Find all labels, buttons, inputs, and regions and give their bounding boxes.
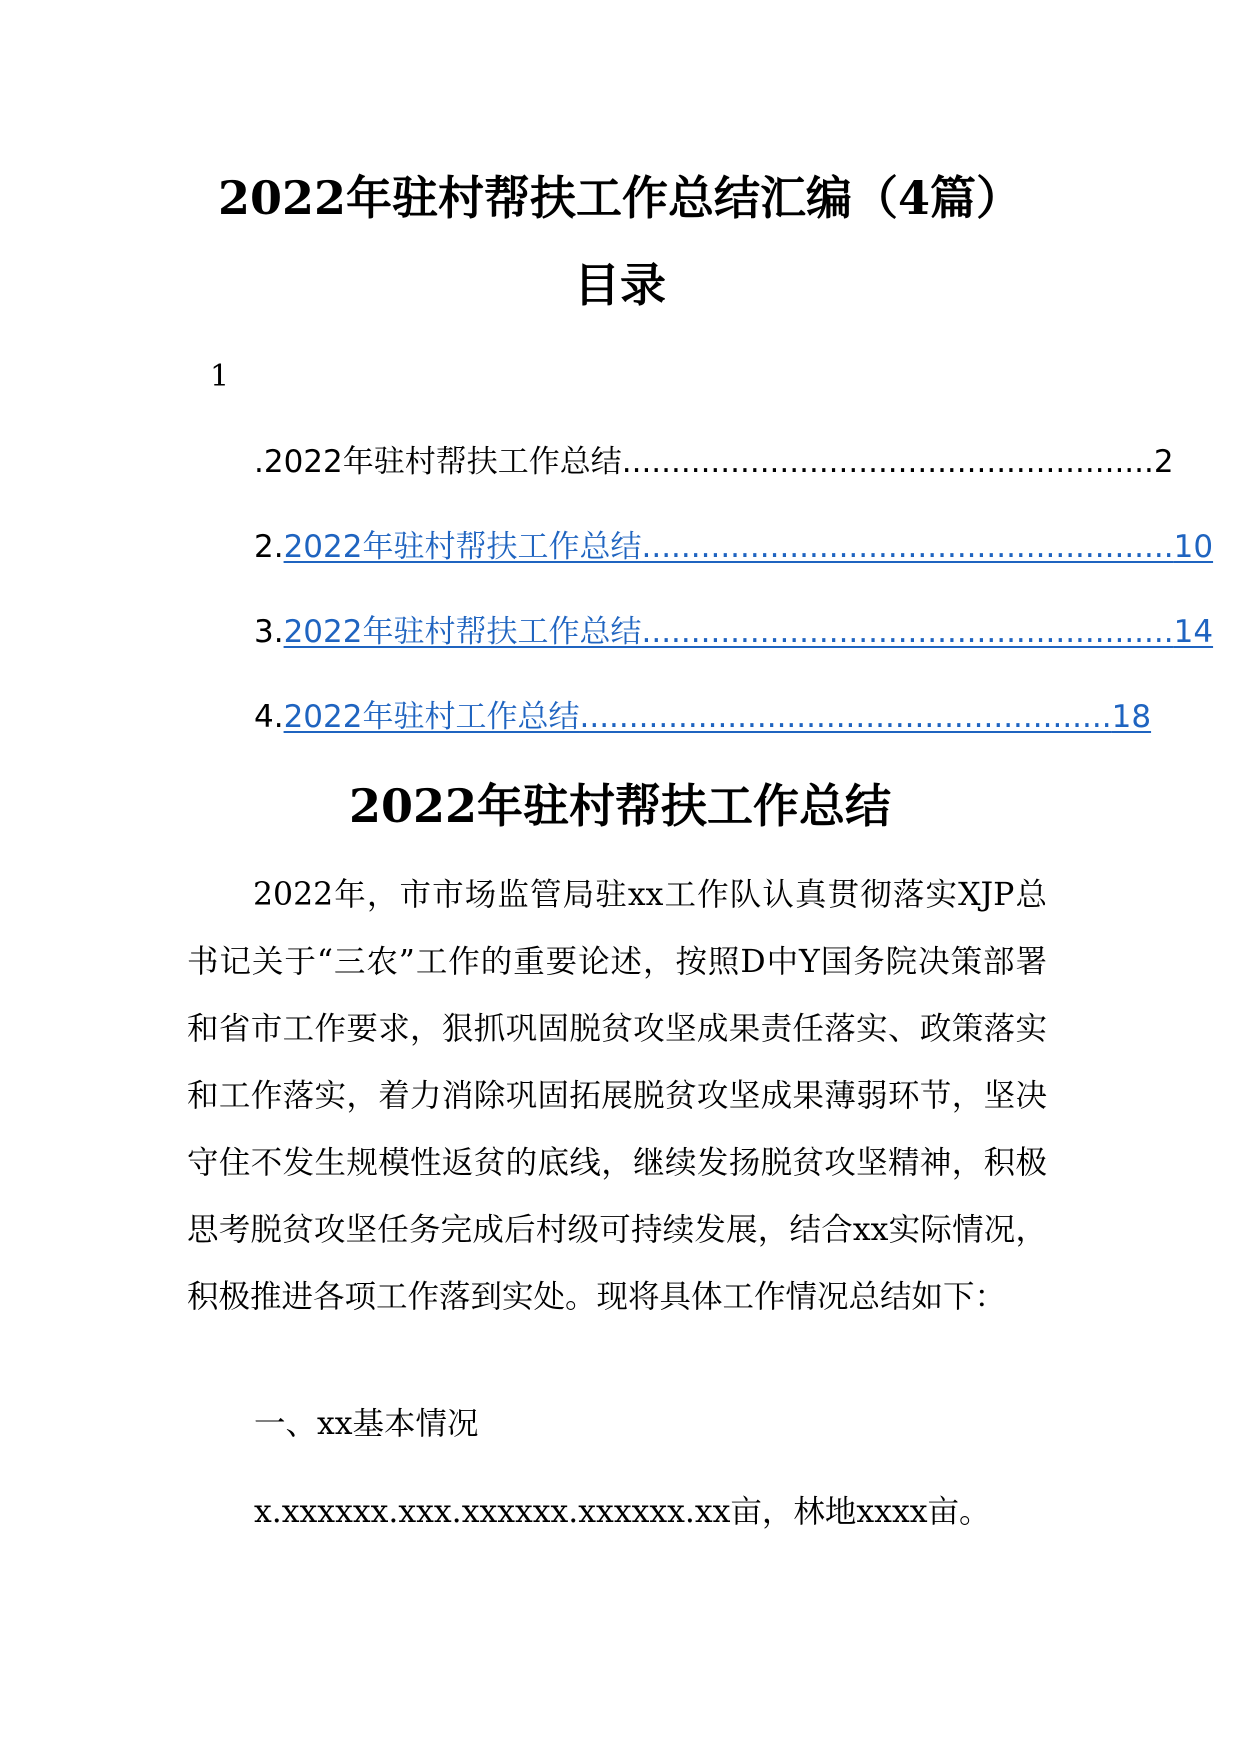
- toc-entry-page[interactable]: 10: [1173, 529, 1214, 565]
- toc-entry-title[interactable]: 2022年驻村帮扶工作总结: [283, 614, 642, 650]
- toc-entry-link[interactable]: [283, 695, 1152, 739]
- toc-entry-link[interactable]: [283, 610, 1214, 654]
- toc-entry-prefix: 2.: [254, 529, 284, 565]
- toc-entry-page: 2: [1153, 444, 1174, 480]
- toc-entry-title[interactable]: 2022年驻村帮扶工作总结: [283, 529, 642, 565]
- document-title: 2022年驻村帮扶工作总结汇编（4篇）: [217, 171, 1023, 225]
- section-title: 2022年驻村帮扶工作总结: [348, 779, 892, 833]
- toc-entry-3: [254, 610, 1214, 654]
- subheading: 一、xx基本情况: [254, 1406, 479, 1442]
- toc-entry-4: [254, 695, 1152, 739]
- toc-entry-link[interactable]: [283, 525, 1214, 569]
- toc-entry-2: [254, 525, 1214, 569]
- stray-number: 1: [210, 359, 230, 394]
- toc-entry-link: [254, 440, 1174, 484]
- toc-entry-page[interactable]: 14: [1173, 614, 1214, 650]
- body-paragraph-2: x.xxxxxx.xxx.xxxxxx.xxxxxx.xx亩，林地xxxx亩。: [254, 1494, 991, 1530]
- toc-entry-leader[interactable]: ......................................................: [579, 699, 1112, 735]
- toc-entry-leader[interactable]: ......................................................: [641, 529, 1174, 565]
- toc-entry-page[interactable]: 18: [1111, 699, 1152, 735]
- toc-entry-leader[interactable]: ......................................................: [641, 614, 1174, 650]
- toc-entry-prefix: 3.: [254, 614, 284, 650]
- body-paragraph: 2022年，市市场监管局驻xx工作队认真贯彻落实XJP总书记关于“三农”工作的重要论述，按照D中Y国务院决策部署和省市工作要求，狠抓巩固脱贫攻坚成果责任落实、政策落实和工作落实，着力消除巩固拓展脱贫攻坚成果薄弱环节，坚决守住不发生规模性返贫的底线，继续发扬脱贫攻坚精神，积极思考脱贫攻坚任务完成后村级可持续发展，结合xx实际情况，积极推进各项工作落到实处。现将具体工作情况总结如下：: [187, 877, 1047, 1315]
- toc-entry-prefix: 4.: [254, 699, 284, 735]
- toc-entry-title[interactable]: 2022年驻村工作总结: [283, 699, 580, 735]
- toc-entry-title: .2022年驻村帮扶工作总结: [254, 444, 622, 480]
- toc-entry-leader: ......................................................: [621, 444, 1154, 480]
- toc-heading: 目录: [574, 258, 666, 312]
- toc-entry-1: [254, 440, 1174, 484]
